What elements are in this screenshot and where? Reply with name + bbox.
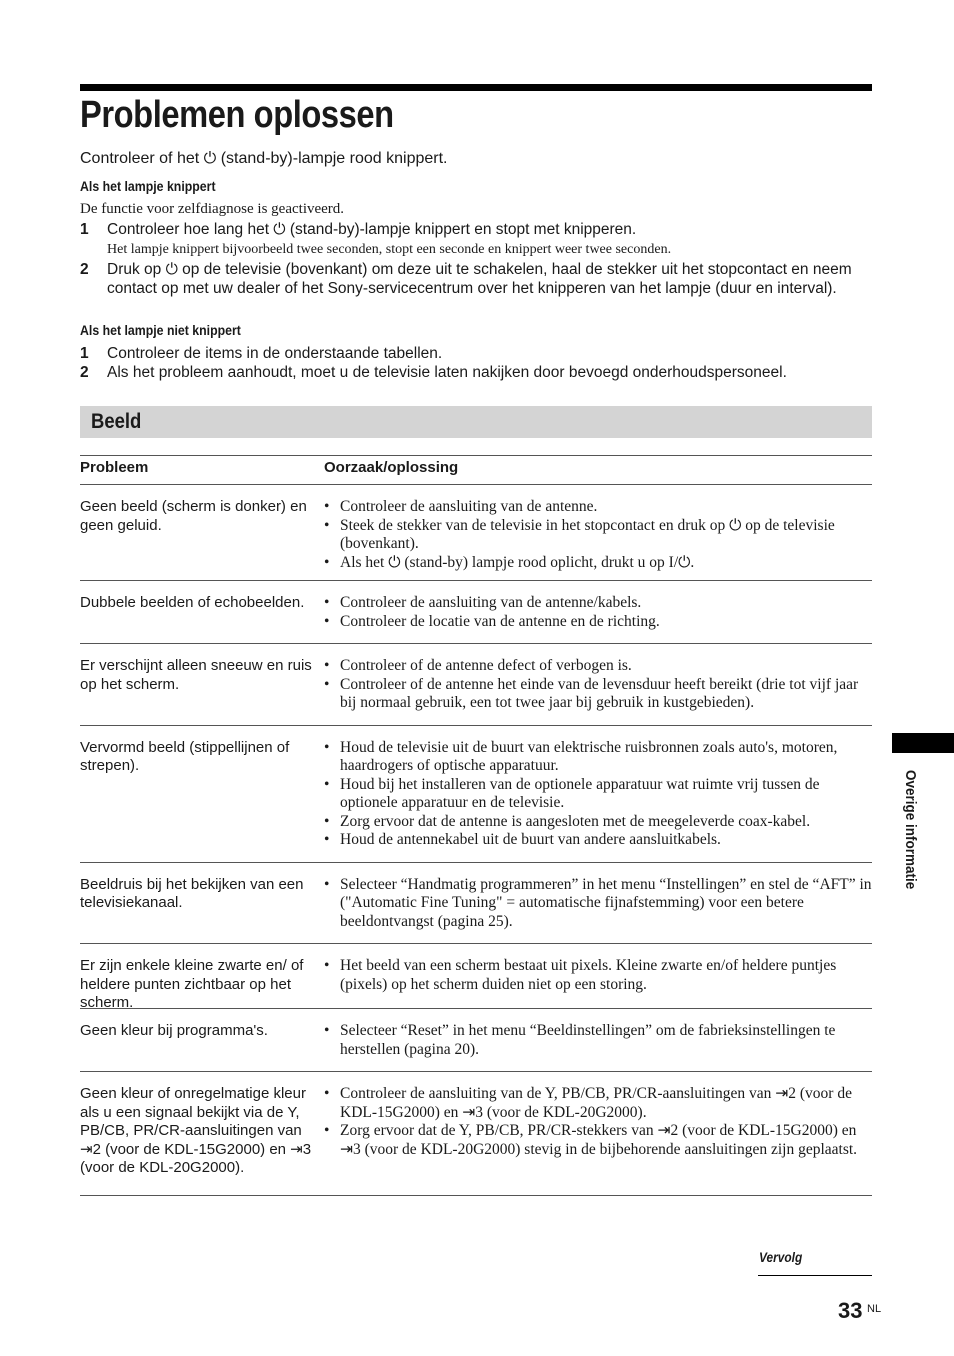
problem-cell: Dubbele beelden of echobeelden.	[80, 594, 305, 611]
solution-item: • Controleer of de antenne het einde van de levensduur heeft bereikt (drie tot vijf jaar bij normaal gebruik, een tot twee jaar bij gebruik in kustgebieden).	[340, 676, 872, 713]
solution-item: • Houd de televisie uit de buurt van elektrische ruisbronnen zoals auto's, motoren, haardrogers of optische apparatuur.	[340, 739, 872, 776]
step-text: Controleer hoe lang het ⏻ (stand-by)-lampje knippert en stopt met knipperen.	[107, 221, 637, 238]
intro-line: Controleer of het ⏻ (stand-by)-lampje rood knippert.	[80, 150, 448, 167]
troubleshooting-table	[80, 455, 872, 1196]
solution-list	[324, 863, 872, 944]
blinking-heading: Als het lampje knippert	[80, 178, 216, 194]
side-tab-label: Overige informatie	[902, 770, 919, 890]
page-number: 33	[838, 1298, 863, 1323]
step-text: Als het probleem aanhoudt, moet u de televisie laten nakijken door bevoegd onderhoudspersoneel.	[107, 364, 787, 381]
blinking-note: De functie voor zelfdiagnose is geactiveerd.	[80, 201, 345, 217]
solution-item: • Houd de antennekabel uit de buurt van andere aansluitkabels.	[340, 831, 872, 850]
solution-item: • Houd bij het installeren van de optionele apparatuur wat ruimte vrij tussen de optionele apparatuur en de televisie.	[340, 776, 872, 813]
not-blinking-step-2	[80, 363, 872, 382]
solution-item: • Selecteer “Handmatig programmeren” in het menu “Instellingen” en stel de “AFT” in ("Automatic Fine Tuning" = automatische fijnafstemming) voor een betere beeldontvangst (pagina 25).	[340, 876, 872, 932]
problem-cell: Vervormd beeld (stippellijnen of strepen).	[80, 738, 290, 774]
step-number: 1	[80, 221, 89, 238]
problem-cell: Beeldruis bij het bekijken van een televisiekanaal.	[80, 875, 304, 911]
continued-rule	[758, 1275, 872, 1276]
not-blinking-step-1	[80, 344, 872, 363]
language-code: NL	[867, 1303, 882, 1315]
continued-label: Vervolg	[759, 1249, 803, 1265]
solution-item: • Zorg ervoor dat de antenne is aangesloten met de meegeleverde coax-kabel.	[340, 813, 872, 832]
solution-item: • Het beeld van een scherm bestaat uit pixels. Kleine zwarte en/of heldere puntjes (pixels) op het scherm duiden niet op een storing.	[340, 957, 872, 994]
side-tab-marker	[892, 733, 954, 753]
table-row	[80, 863, 872, 945]
section-header-bar	[80, 406, 872, 438]
solution-list	[324, 726, 872, 862]
problem-cell: Geen kleur of onregelmatige kleur als u een signaal bekijkt via de Y, PB/CB, PR/CR-aansluitingen van ⇥2 (voor de KDL-15G2000) en ⇥3 (voor de KDL-20G2000).	[80, 1085, 312, 1176]
blinking-step-1	[80, 220, 872, 258]
table-row	[80, 644, 872, 726]
section-title: Beeld	[91, 410, 142, 433]
blinking-step-2	[80, 260, 872, 298]
step-text: Controleer de items in de onderstaande tabellen.	[107, 345, 443, 362]
solution-item: • Selecteer “Reset” in het menu “Beeldinstellingen” om de fabrieksinstellingen te herstellen (pagina 20).	[340, 1022, 872, 1059]
solution-list	[324, 581, 872, 643]
problem-cell: Er verschijnt alleen sneeuw en ruis op het scherm.	[80, 657, 312, 693]
table-row	[80, 1009, 872, 1072]
column-header-problem: Probleem	[80, 459, 149, 476]
top-rule	[80, 84, 872, 91]
table-row	[80, 581, 872, 644]
not-blinking-heading: Als het lampje niet knippert	[80, 322, 241, 338]
solution-list	[324, 644, 872, 725]
step-number: 1	[80, 345, 89, 362]
page-title: Problemen oplossen	[80, 94, 394, 136]
solution-item: • Steek de stekker van de televisie in het stopcontact en druk op ⏻ op de televisie (bovenkant).	[340, 517, 872, 554]
solution-item: • Controleer de locatie van de antenne en de richting.	[340, 613, 872, 632]
solution-list	[324, 944, 872, 1002]
step-subnote: Het lampje knippert bijvoorbeeld twee seconden, stopt een seconde en knippert weer twee seconden.	[107, 242, 672, 257]
table-row	[80, 485, 872, 581]
table-row	[80, 1072, 872, 1196]
table-header	[80, 456, 872, 485]
column-header-solution: Oorzaak/oplossing	[324, 459, 459, 476]
table-row	[80, 726, 872, 863]
solution-list	[324, 1009, 872, 1071]
solution-item: • Controleer de aansluiting van de antenne.	[340, 498, 872, 517]
problem-cell: Er zijn enkele kleine zwarte en/ of heldere punten zichtbaar op het scherm.	[80, 957, 304, 1011]
step-number: 2	[80, 261, 89, 278]
step-number: 2	[80, 364, 89, 381]
table-row	[80, 944, 872, 1009]
solution-list	[324, 1072, 872, 1167]
solution-list	[324, 485, 872, 580]
solution-item: • Controleer of de antenne defect of verbogen is.	[340, 657, 872, 676]
solution-item: • Zorg ervoor dat de Y, PB/CB, PR/CR-stekkers van ⇥2 (voor de KDL-15G2000) en ⇥3 (voor de KDL-20G2000) stevig in de bijbehorende aansluitingen zijn geplaatst.	[340, 1122, 872, 1159]
problem-cell: Geen beeld (scherm is donker) en geen geluid.	[80, 498, 307, 534]
solution-item: • Controleer de aansluiting van de antenne/kabels.	[340, 594, 872, 613]
solution-item: • Als het ⏻ (stand-by) lampje rood oplicht, drukt u op I/⏻.	[340, 554, 872, 573]
step-text: Druk op ⏻ op de televisie (bovenkant) om deze uit te schakelen, haal de stekker uit het stopcontact en neem contact op met uw dealer of het Sony-servicecentrum over het knipperen van het lampje (duur en interval).	[107, 261, 852, 297]
solution-item: • Controleer de aansluiting van de Y, PB/CB, PR/CR-aansluitingen van ⇥2 (voor de KDL-15G2000) en ⇥3 (voor de KDL-20G2000).	[340, 1085, 872, 1122]
problem-cell: Geen kleur bij programma's.	[80, 1022, 268, 1039]
